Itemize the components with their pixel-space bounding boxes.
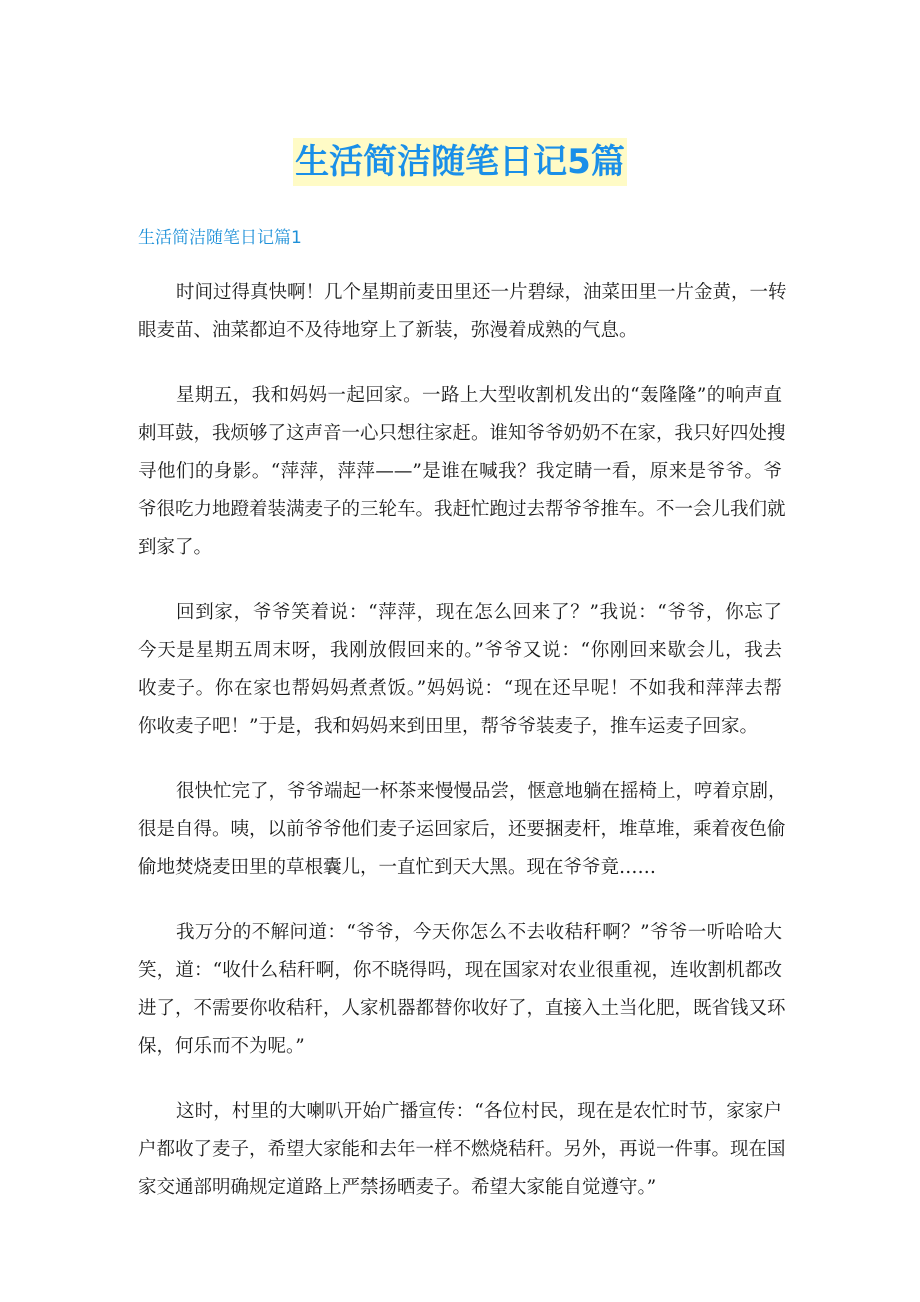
- paragraph-line: 很快忙完了，爷爷端起一杯茶来慢慢品尝，惬意地躺在摇椅上，哼着京剧，: [176, 781, 787, 802]
- paragraph-line: 寻他们的身影。“萍萍，萍萍——”是谁在喊我？我定睛一看，原来是爷爷。爷: [138, 461, 782, 482]
- paragraph-line: 很是自得。咦，以前爷爷他们麦子运回家后，还要捆麦杆，堆草堆，乘着夜色偷: [138, 819, 786, 840]
- section-heading: 生活简洁随笔日记篇1: [138, 228, 302, 248]
- paragraph-line: 收麦子。你在家也帮妈妈煮煮饭。”妈妈说：“现在还早呢！不如我和萍萍去帮: [138, 678, 782, 699]
- paragraph: [138, 276, 787, 352]
- paragraph-line: 偷地焚烧麦田里的草根囊儿，一直忙到天大黑。现在爷爷竟……: [138, 857, 657, 878]
- paragraph-line: 时间过得真快啊！几个星期前麦田里还一片碧绿，油菜田里一片金黄，一转: [176, 282, 787, 303]
- document-title: 生活简洁随笔日记5篇: [293, 138, 627, 186]
- paragraph: [138, 596, 782, 748]
- paragraph: [138, 379, 786, 569]
- paragraph-line: 户都收了麦子，希望大家能和去年一样不燃烧秸秆。另外，再说一件事。现在国: [138, 1139, 786, 1160]
- paragraph-line: 眼麦苗、油菜都迫不及待地穿上了新装，弥漫着成熟的气息。: [138, 320, 638, 341]
- paragraph-line: 我万分的不解问道：“爷爷，今天你怎么不去收秸秆啊？”爷爷一听哈哈大: [176, 922, 782, 943]
- paragraph-line: 这时，村里的大喇叭开始广播宣传：“各位村民，现在是农忙时节，家家户: [176, 1101, 782, 1122]
- paragraph-line: 你收麦子吧！”于是，我和妈妈来到田里，帮爷爷装麦子，推车运麦子回家。: [138, 716, 758, 737]
- paragraph-line: 星期五，我和妈妈一起回家。一路上大型收割机发出的“轰隆隆”的响声直: [176, 385, 782, 406]
- paragraph: [138, 775, 787, 889]
- paragraph-line: 进了，不需要你收秸秆，人家机器都替你收好了，直接入土当化肥，既省钱又环: [138, 998, 786, 1019]
- paragraph-line: 刺耳鼓，我烦够了这声音一心只想往家赶。谁知爷爷奶奶不在家，我只好四处搜: [138, 423, 786, 444]
- paragraph-line: 到家了。: [138, 537, 213, 558]
- paragraph-line: 笑，道：“收什么秸秆啊，你不晓得吗，现在国家对农业很重视，连收割机都改: [138, 960, 782, 981]
- paragraph-line: 今天是星期五周末呀，我刚放假回来的。”爷爷又说：“你刚回来歇会儿，我去: [138, 640, 782, 661]
- paragraph-line: 家交通部明确规定道路上严禁扬晒麦子。希望大家能自觉遵守。”: [138, 1177, 657, 1198]
- document-body: [138, 276, 787, 1236]
- document-title-wrap: [0, 138, 920, 186]
- paragraph: [138, 1095, 786, 1209]
- paragraph-line: 爷很吃力地蹬着装满麦子的三轮车。我赶忙跑过去帮爷爷推车。不一会儿我们就: [138, 499, 786, 520]
- paragraph-line: 保，何乐而不为呢。”: [138, 1036, 305, 1057]
- paragraph-line: 回到家，爷爷笑着说：“萍萍，现在怎么回来了？”我说：“爷爷，你忘了: [176, 602, 782, 623]
- paragraph: [138, 916, 786, 1068]
